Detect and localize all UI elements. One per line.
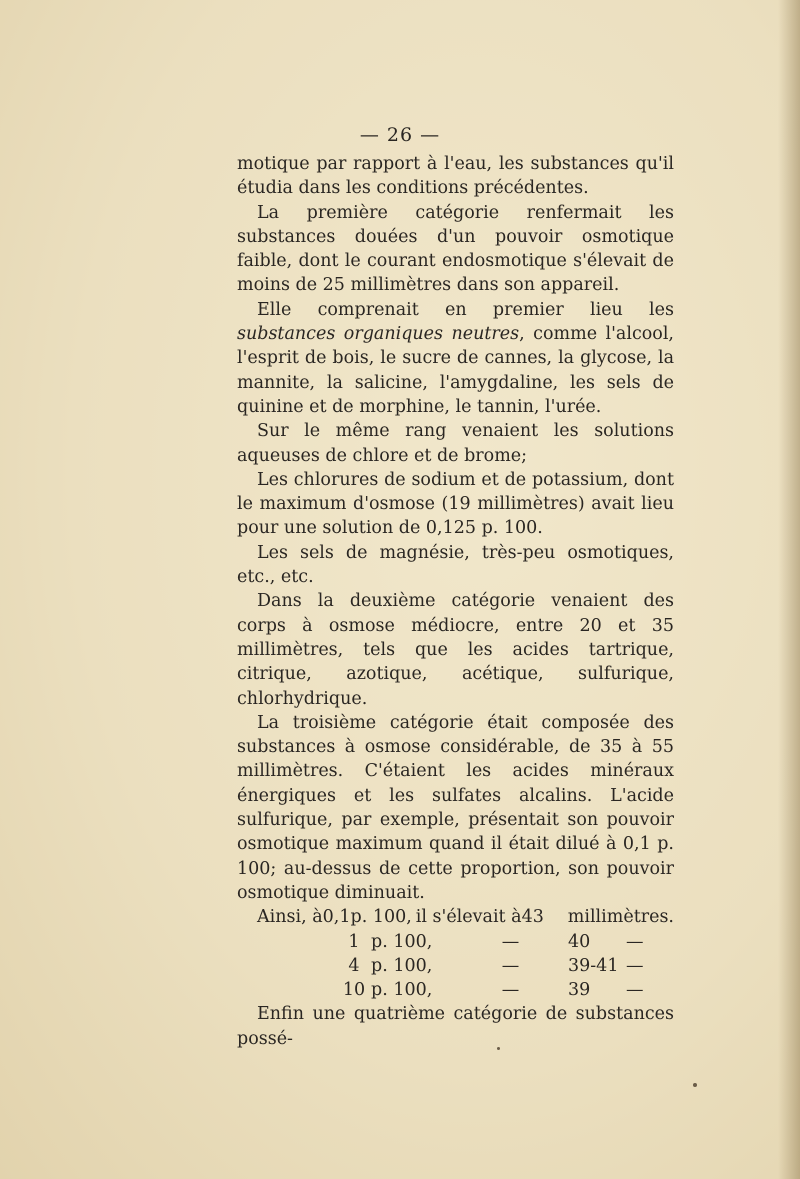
- paragraph: motique par rapport à l'eau, les substances qu'il étudia dans les conditions précédentes.: [237, 154, 674, 199]
- table-cell-unit: —: [626, 980, 644, 1001]
- table-cell-concentration: 4: [348, 955, 360, 976]
- table-cell-verb: —: [501, 980, 520, 1001]
- table-cell-unit: —: [626, 955, 644, 976]
- table-cell-intro: [237, 954, 337, 978]
- table-cell-percent: p. 100,: [371, 980, 433, 1001]
- table-cell-verb: il s'élevait à: [415, 907, 522, 928]
- osmosis-values-table: [237, 905, 674, 1002]
- page-number: — 26 —: [359, 124, 441, 146]
- table-cell-value: 40: [568, 931, 591, 952]
- paper-speck: [693, 1083, 697, 1087]
- table-cell-intro: [237, 978, 337, 1002]
- table-row: [237, 905, 674, 929]
- table-row: [237, 930, 674, 954]
- table-cell-concentration: 10: [342, 980, 366, 1001]
- paragraph: La première catégorie renfermait les substances douées d'un pouvoir osmotique faible, dont le courant endosmotique s'élevait de moins de 25 millimètres dans son appareil.: [237, 202, 674, 296]
- table-cell-value: 39-41: [568, 955, 619, 976]
- table-cell-percent: p. 100,: [350, 907, 412, 928]
- paragraph-text: , comme l'alcool, l'esprit de bois, le sucre de cannes, la glycose, la mannite, la salicine, l'amygdaline, les sels de quinine et de morphine, le tannin, l'urée.: [237, 324, 674, 417]
- table-cell-percent: p. 100,: [371, 931, 433, 952]
- table-cell-unit: millimètres.: [567, 907, 674, 928]
- closing-line: Enfin une quatrième catégorie de substances possé-: [237, 1004, 674, 1049]
- table-cell-concentration: 1: [348, 931, 360, 952]
- table-cell-value: 39: [568, 980, 591, 1001]
- paragraph: Dans la deuxième catégorie venaient des corps à osmose médiocre, entre 20 et 35 millimètres, tels que les acides tartrique, citrique, azotique, acétique, sulfurique, chlorhydrique.: [237, 591, 674, 709]
- table-cell-value: 43: [521, 907, 544, 928]
- paragraph-text: Elle comprenait en premier lieu les: [257, 299, 674, 320]
- page-body: [237, 152, 674, 1051]
- italic-phrase: substances organiques neutres: [237, 324, 520, 345]
- table-row: [237, 978, 674, 1002]
- table-row: [237, 954, 674, 978]
- table-cell-intro: [237, 930, 337, 954]
- table-cell-percent: p. 100,: [371, 955, 433, 976]
- table-cell-concentration: 0,1: [322, 907, 351, 928]
- table-cell-verb: —: [501, 955, 520, 976]
- paragraph: Sur le même rang venaient les solutions aqueuses de chlore et de brome;: [237, 421, 674, 466]
- paragraph: Les sels de magnésie, très-peu osmotiques, etc., etc.: [237, 542, 674, 588]
- page-edge-shadow: [778, 0, 800, 1179]
- table-cell-intro: Ainsi, à: [257, 907, 323, 928]
- table-cell-verb: —: [501, 931, 520, 952]
- paragraph: La troisième catégorie était composée des substances à osmose considérable, de 35 à 55 millimètres. C'étaient les acides minéraux énergiques et les sulfates alcalins. L'acide sulfurique, par exemple, présentait son pouvoir osmotique maximum quand il était dilué à 0,1 p. 100; au-dessus de cette proportion, son pouvoir osmotique diminuait.: [237, 712, 674, 903]
- table-cell-unit: —: [626, 931, 644, 952]
- paragraph: [237, 298, 674, 419]
- paragraph: Les chlorures de sodium et de potassium, dont le maximum d'osmose (19 millimètres) avait lieu pour une solution de 0,125 p. 100.: [237, 469, 674, 539]
